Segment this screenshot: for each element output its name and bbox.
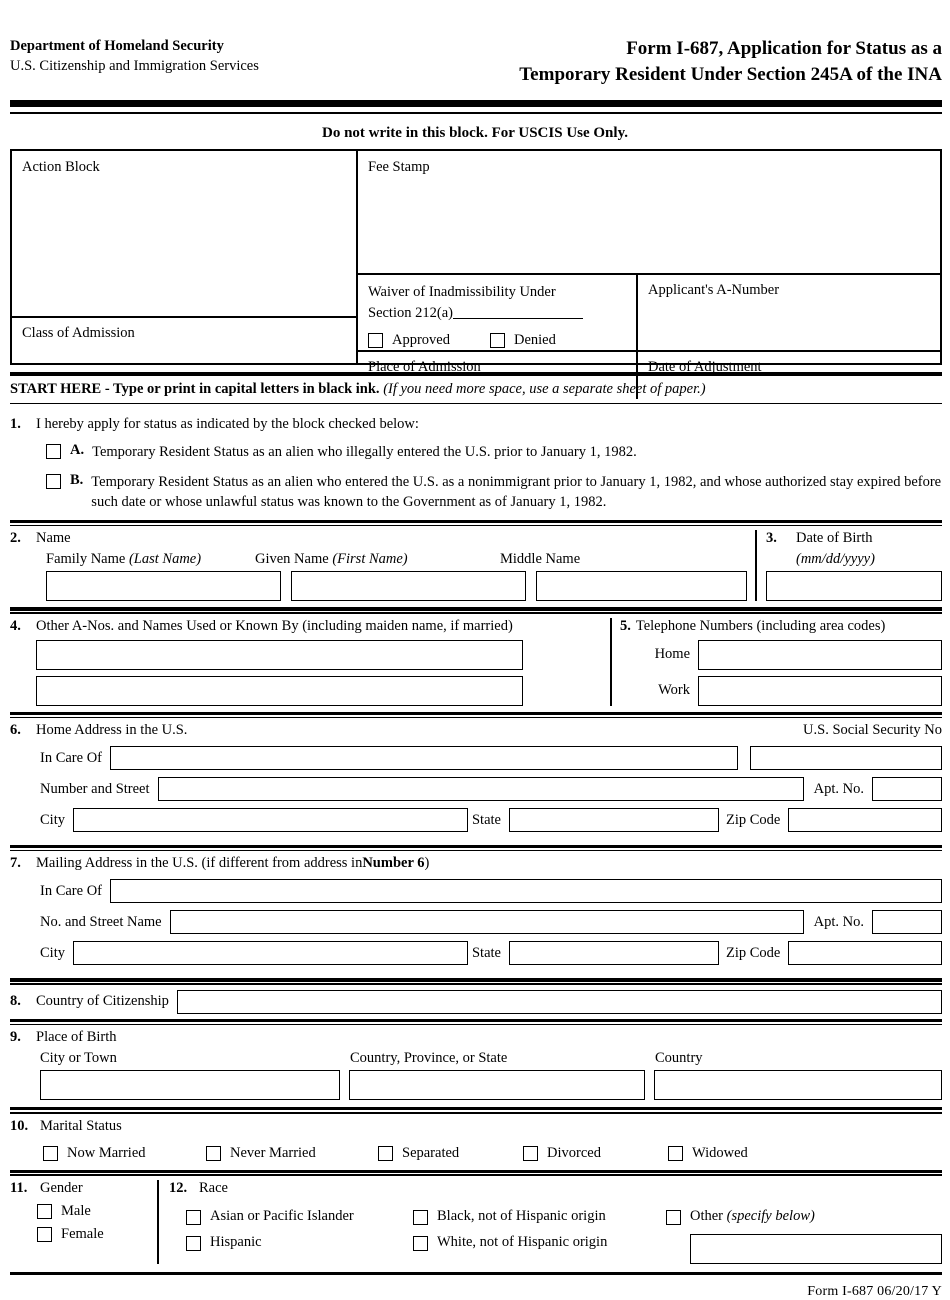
item-1-option-a-checkbox[interactable]	[46, 444, 61, 459]
marital-never-married-checkbox[interactable]	[206, 1146, 221, 1161]
item-7-label-post: )	[424, 855, 430, 872]
waiver-approved-checkbox[interactable]	[368, 333, 383, 348]
item-1-option-a-letter: A.	[70, 442, 85, 459]
race-other-note: (specify below)	[726, 1207, 815, 1224]
item-1-option-a-text: Temporary Resident Status as an alien who illegally entered the U.S. prior to January 1, 1982.	[92, 444, 637, 461]
waiver-cell	[358, 275, 638, 350]
mail-in-care-of-input[interactable]	[110, 879, 942, 903]
item-7-label-bold: Number 6	[362, 855, 425, 872]
date-of-birth-input[interactable]	[766, 571, 942, 601]
item-9-section	[10, 1025, 942, 1107]
ssn-input[interactable]	[750, 746, 942, 770]
mail-state-label: State	[471, 944, 501, 961]
race-option-asian-pacific[interactable]	[186, 1208, 413, 1225]
item-3-number: 3.	[766, 530, 777, 547]
item-5-label: Telephone Numbers (including area codes)	[635, 617, 886, 634]
item-8-section	[10, 985, 942, 1019]
form-title-line-2: Temporary Resident Under Section 245A of the INA	[519, 63, 942, 85]
given-name-label: Given Name	[255, 551, 329, 568]
birth-province-label: Country, Province, or State	[350, 1050, 508, 1067]
marital-widowed-label: Widowed	[692, 1144, 748, 1161]
given-name-input[interactable]	[291, 571, 526, 601]
birth-country-input[interactable]	[654, 1070, 942, 1100]
item-8-number: 8.	[10, 993, 21, 1010]
race-option-white[interactable]	[413, 1234, 666, 1251]
item-1-prompt: I hereby apply for status as indicated by the block checked below:	[36, 416, 419, 433]
marital-never-married-label: Never Married	[230, 1144, 316, 1161]
agency-bureau: U.S. Citizenship and Immigration Services	[10, 58, 259, 74]
item-11-number: 11.	[10, 1179, 28, 1196]
item-2-3-section	[10, 526, 942, 607]
item-11-12-section	[10, 1176, 942, 1264]
item-12-label: Race	[199, 1179, 228, 1196]
marital-widowed-checkbox[interactable]	[668, 1146, 683, 1161]
uscis-block-title: Do not write in this block. For USCIS Use Only.	[321, 125, 628, 142]
form-title	[519, 36, 942, 87]
mail-zip-label: Zip Code	[725, 944, 781, 961]
mail-zip-input[interactable]	[788, 941, 942, 965]
race-hispanic-checkbox[interactable]	[186, 1236, 201, 1251]
marital-option-separated[interactable]	[378, 1145, 523, 1162]
date-of-adjustment-label: Date of Adjustment	[648, 359, 762, 376]
waiver-section-blank[interactable]	[453, 303, 583, 319]
start-here-bold: START HERE - Type or print in capital letters in black ink.	[10, 380, 380, 397]
race-white-label: White, not of Hispanic origin	[437, 1233, 608, 1250]
item-8-label: Country of Citizenship	[36, 993, 169, 1010]
marital-option-now-married[interactable]	[43, 1145, 206, 1162]
item-7-section	[10, 851, 942, 972]
given-name-note: (First Name)	[332, 551, 408, 568]
item-1-option-b-letter: B.	[70, 471, 84, 488]
applicants-a-number-label: Applicant's A-Number	[648, 282, 780, 299]
agency-department: Department of Homeland Security	[10, 38, 224, 54]
home-in-care-of-input[interactable]	[110, 746, 738, 770]
item-12-number: 12.	[169, 1179, 188, 1196]
action-block-label: Action Block	[22, 159, 100, 176]
waiver-denied-checkbox[interactable]	[490, 333, 505, 348]
gender-option-male[interactable]	[37, 1203, 157, 1220]
item-11-label: Gender	[40, 1179, 83, 1196]
item-4-5-section	[10, 614, 942, 712]
country-of-citizenship-input[interactable]	[177, 990, 942, 1014]
other-names-input-1[interactable]	[36, 640, 523, 670]
agency-identity	[10, 36, 259, 76]
form-title-line-1: Form I-687, Application for Status as a	[626, 38, 942, 59]
fee-stamp-label: Fee Stamp	[368, 159, 430, 176]
race-white-checkbox[interactable]	[413, 1236, 428, 1251]
mail-apt-input[interactable]	[872, 910, 942, 934]
race-black-label: Black, not of Hispanic origin	[437, 1207, 606, 1224]
marital-separated-checkbox[interactable]	[378, 1146, 393, 1161]
item-6-label: Home Address in the U.S.	[36, 722, 188, 739]
mail-apt-label: Apt. No.	[813, 913, 864, 930]
birth-province-input[interactable]	[349, 1070, 645, 1100]
header-divider	[10, 100, 942, 114]
home-number-street-label: Number and Street	[40, 780, 150, 797]
home-phone-label: Home	[654, 646, 690, 663]
birth-city-input[interactable]	[40, 1070, 340, 1100]
item-2-number: 2.	[10, 530, 21, 547]
item-1-number: 1.	[10, 416, 21, 433]
mail-state-input[interactable]	[509, 941, 719, 965]
marital-option-widowed[interactable]	[668, 1145, 748, 1162]
item-4-label: Other A-Nos. and Names Used or Known By (including maiden name, if married)	[36, 617, 513, 634]
race-other-label: Other	[690, 1207, 724, 1224]
mail-city-label: City	[40, 944, 65, 961]
item-4-group	[10, 618, 612, 706]
item-3-label: Date of Birth	[796, 530, 873, 547]
item-1-option-b-text: Temporary Resident Status as an alien who entered the U.S. as a nonimmigrant prior to January 1, 1982, and whose authorized stay expired before such date or whose unlawful status was known to the Government as of January 1, 1982.	[91, 473, 942, 511]
item-4-number: 4.	[10, 617, 21, 634]
birth-country-label: Country	[655, 1050, 703, 1067]
home-state-input[interactable]	[509, 808, 719, 832]
home-zip-label: Zip Code	[725, 811, 781, 828]
race-black-checkbox[interactable]	[413, 1210, 428, 1225]
marital-separated-label: Separated	[402, 1144, 460, 1161]
mail-in-care-of-label: In Care Of	[40, 882, 103, 899]
home-zip-input[interactable]	[788, 808, 942, 832]
gender-option-female[interactable]	[37, 1226, 157, 1243]
item-2-name-group	[10, 530, 757, 601]
dob-format-note: (mm/dd/yyyy)	[796, 551, 875, 568]
family-name-input[interactable]	[46, 571, 281, 601]
home-apt-label: Apt. No.	[813, 780, 864, 797]
page-header	[0, 0, 950, 87]
home-phone-input[interactable]	[698, 640, 942, 670]
family-name-label: Family Name	[46, 551, 126, 568]
race-option-hispanic[interactable]	[186, 1234, 413, 1251]
work-phone-label: Work	[658, 682, 690, 699]
ssn-label: U.S. Social Security No	[803, 722, 942, 739]
race-other-input[interactable]	[690, 1234, 942, 1264]
race-asian-pacific-checkbox[interactable]	[186, 1210, 201, 1225]
item-1-section	[10, 404, 942, 520]
race-option-other[interactable]	[666, 1208, 942, 1225]
race-asian-pacific-label: Asian or Pacific Islander	[210, 1207, 354, 1224]
item-1-option-b[interactable]	[46, 472, 942, 513]
uscis-use-only-block	[10, 149, 942, 376]
item-6-number: 6.	[10, 722, 21, 739]
home-state-label: State	[471, 811, 501, 828]
marital-divorced-checkbox[interactable]	[523, 1146, 538, 1161]
home-apt-input[interactable]	[872, 777, 942, 801]
marital-now-married-checkbox[interactable]	[43, 1146, 58, 1161]
item-10-label: Marital Status	[40, 1117, 122, 1134]
a-number-cell	[638, 275, 940, 350]
race-other-checkbox[interactable]	[666, 1210, 681, 1225]
item-7-label-pre: Mailing Address in the U.S. (if different from address in	[36, 855, 363, 872]
middle-name-label: Middle Name	[500, 551, 581, 568]
item-9-number: 9.	[10, 1029, 21, 1046]
start-here-italic: (If you need more space, use a separate sheet of paper.)	[383, 380, 706, 397]
item-9-label: Place of Birth	[36, 1029, 117, 1046]
middle-name-input[interactable]	[536, 571, 747, 601]
waiver-label-line-1: Waiver of Inadmissibility Under	[368, 284, 556, 301]
waiver-approved-label: Approved	[392, 332, 450, 349]
marital-divorced-label: Divorced	[547, 1144, 601, 1161]
action-block-cell	[12, 151, 358, 363]
item-1-option-a[interactable]	[46, 442, 942, 463]
class-of-admission-label: Class of Admission	[22, 325, 135, 342]
gender-male-label: Male	[61, 1202, 91, 1219]
waiver-denied-label: Denied	[514, 332, 556, 349]
race-hispanic-label: Hispanic	[210, 1233, 262, 1250]
fee-stamp-cell	[358, 151, 940, 273]
home-city-label: City	[40, 811, 65, 828]
mail-city-input[interactable]	[73, 941, 468, 965]
item-10-section	[10, 1114, 942, 1170]
other-names-input-2[interactable]	[36, 676, 523, 706]
item-6-section	[10, 718, 942, 839]
home-number-street-input[interactable]	[158, 777, 804, 801]
home-city-input[interactable]	[73, 808, 468, 832]
gender-male-checkbox[interactable]	[37, 1204, 52, 1219]
item-2-label: Name	[36, 530, 71, 547]
place-of-admission-label: Place of Admission	[368, 359, 481, 376]
item-11-group	[10, 1180, 159, 1264]
item-3-dob-group	[757, 530, 942, 601]
marital-option-divorced[interactable]	[523, 1145, 668, 1162]
mail-number-street-label: No. and Street Name	[40, 913, 162, 930]
birth-city-label: City or Town	[40, 1050, 117, 1067]
rule-above-footer	[10, 1272, 942, 1275]
item-5-number: 5.	[620, 617, 631, 634]
gender-female-label: Female	[61, 1225, 104, 1242]
waiver-label-line-2: Section 212(a)	[368, 304, 453, 321]
form-footer: Form I-687 06/20/17 Y	[807, 1284, 942, 1300]
race-option-black[interactable]	[413, 1208, 666, 1225]
marital-option-never-married[interactable]	[206, 1145, 378, 1162]
mail-number-street-input[interactable]	[170, 910, 804, 934]
gender-female-checkbox[interactable]	[37, 1227, 52, 1242]
item-5-group	[612, 618, 942, 706]
item-10-number: 10.	[10, 1117, 29, 1134]
home-in-care-of-label: In Care Of	[40, 749, 103, 766]
work-phone-input[interactable]	[698, 676, 942, 706]
marital-now-married-label: Now Married	[67, 1144, 146, 1161]
family-name-note: (Last Name)	[128, 551, 202, 568]
item-7-number: 7.	[10, 855, 21, 872]
item-12-group	[159, 1180, 942, 1264]
item-1-option-b-checkbox[interactable]	[46, 474, 61, 489]
